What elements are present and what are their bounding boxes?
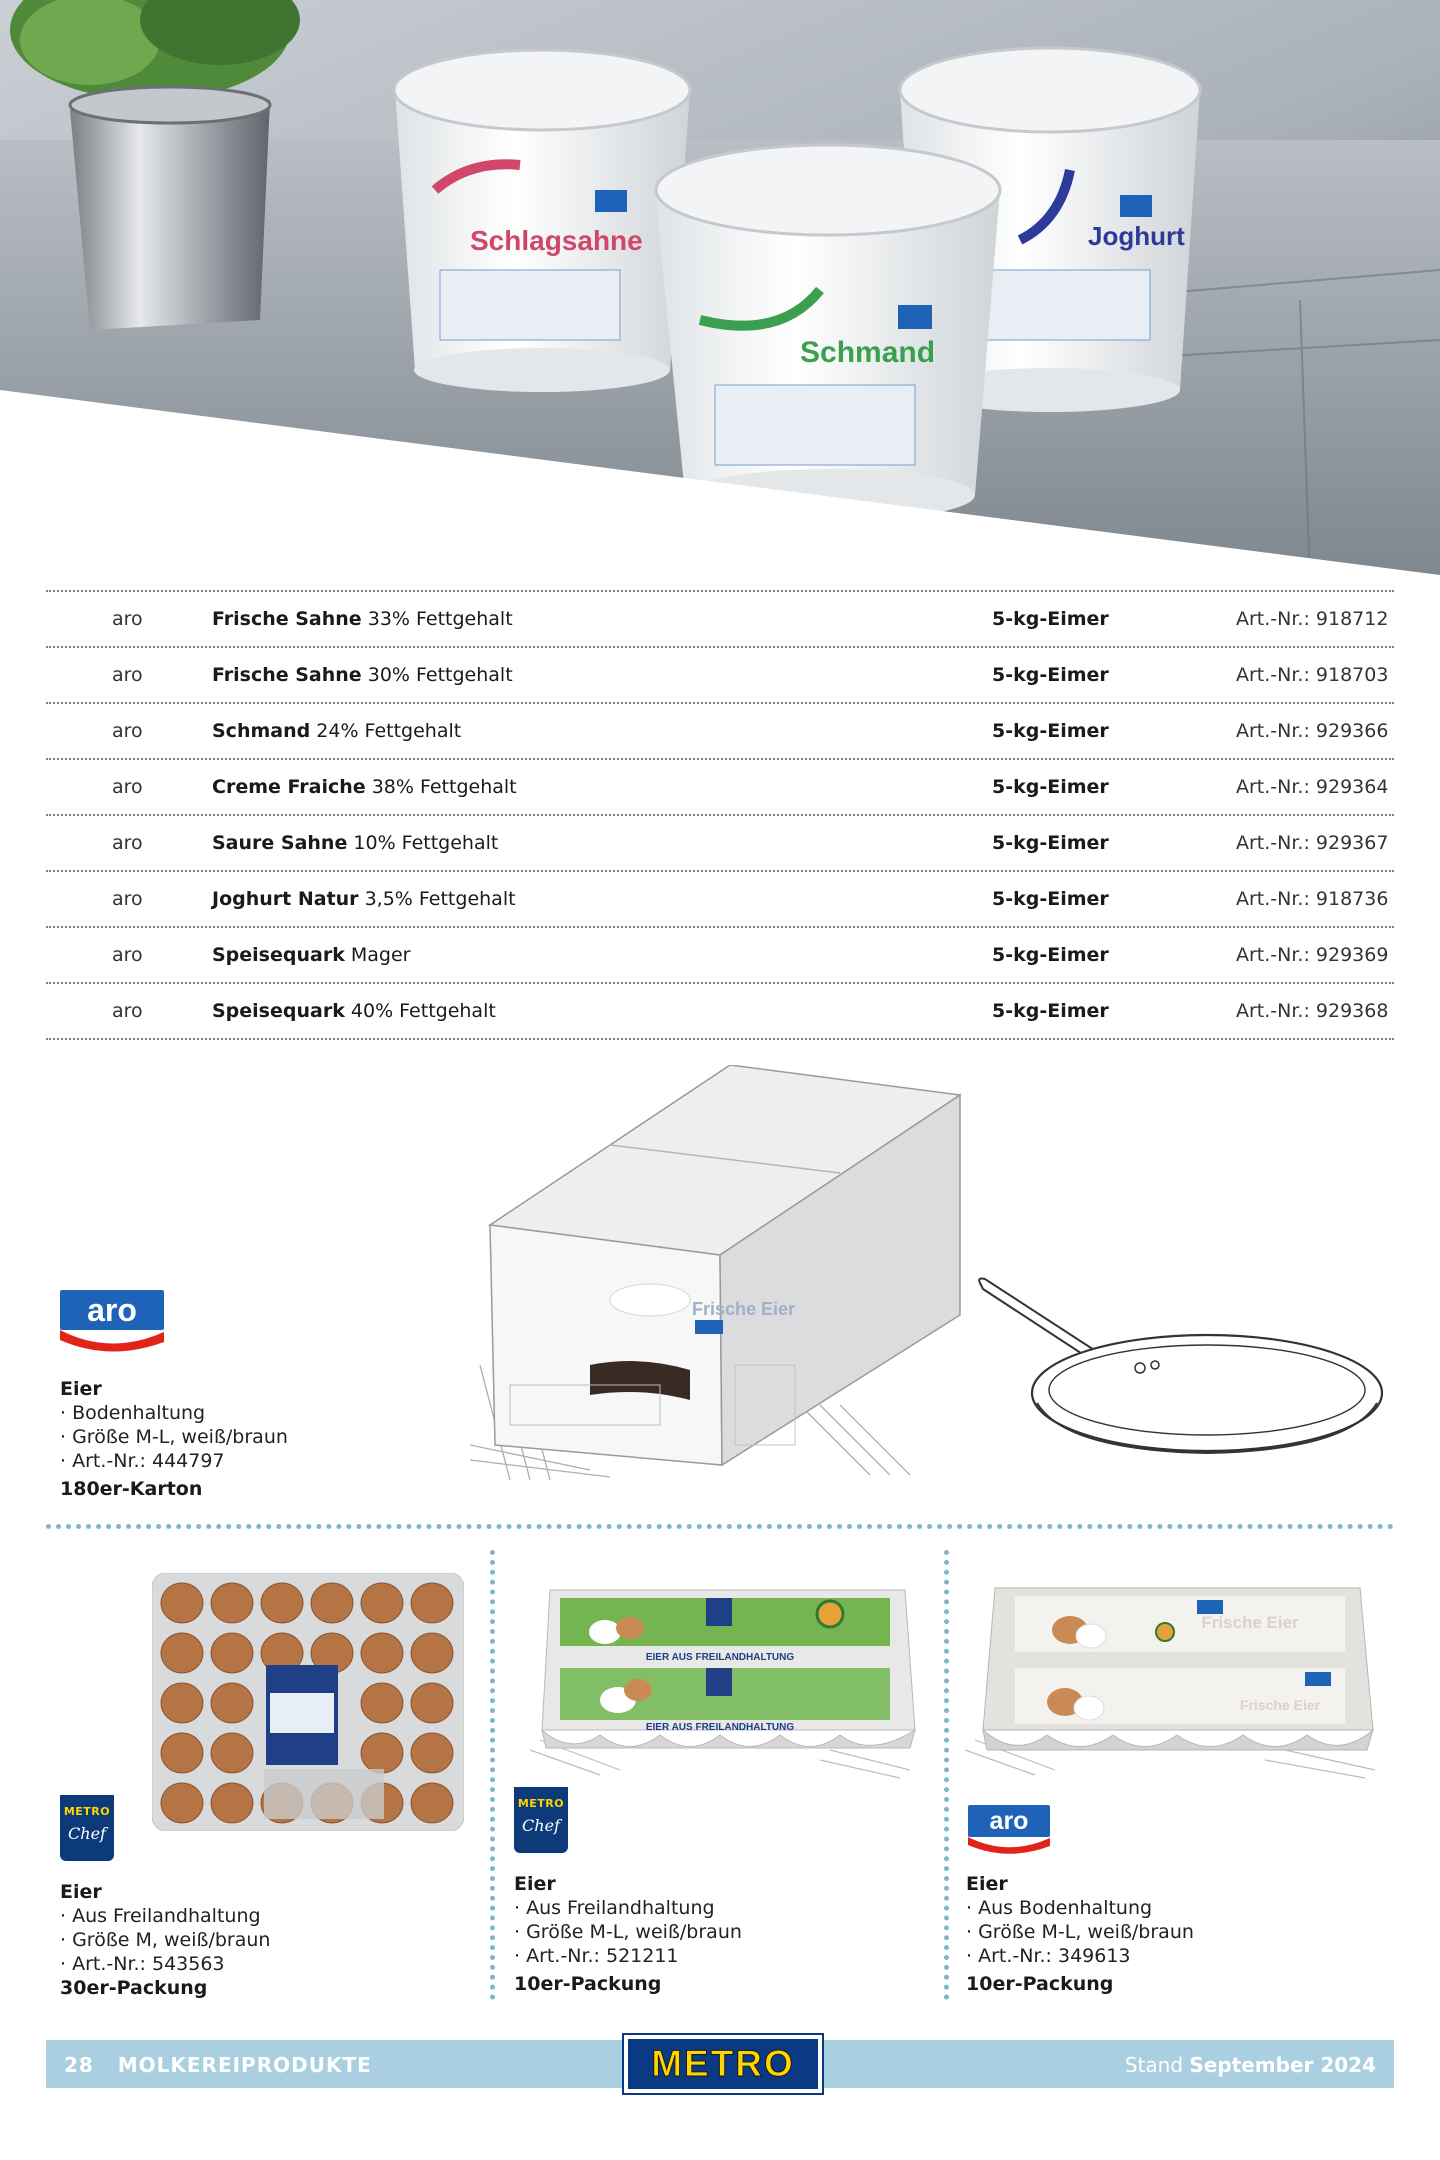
egg-icon [361,1683,403,1723]
metro-chef-logo [514,1787,568,1853]
frying-pan-icon [975,1275,1395,1460]
product-detail: 33% Fettgehalt [367,608,513,630]
product-detail: 24% Fettgehalt [316,720,462,742]
pack-size: 10er-Packung [514,1973,662,1995]
product-table [46,590,1394,1040]
article-number-cell: Art.-Nr.: 918712 [1236,608,1389,630]
feature-line: · Größe M-L, weiß/braun [60,1426,288,1448]
brand-cell: aro [112,888,143,910]
egg-icon [161,1733,203,1773]
pack-cell: 5-kg-Eimer [992,1000,1109,1022]
egg-icon [361,1633,403,1673]
product-name-cell [212,664,513,686]
pack-size: 180er-Karton [60,1478,203,1500]
schmand-bucket [655,145,1000,521]
egg-icon [411,1783,453,1823]
table-row [46,760,1394,814]
metro-logo [624,2035,822,2093]
article-number-cell: Art.-Nr.: 929366 [1236,720,1389,742]
pack-size: 30er-Packung [60,1977,208,1999]
pack-cell: 5-kg-Eimer [992,664,1109,686]
eggs-card-description [966,1872,1194,1996]
egg-icon [211,1783,253,1823]
article-number-cell: Art.-Nr.: 918736 [1236,888,1389,910]
table-row [46,984,1394,1038]
feature-line: · Art.-Nr.: 349613 [966,1945,1131,1967]
metro-chef-logo-top: METRO [63,1805,111,1818]
product-name-cell [212,888,516,910]
svg-text:Frische Eier: Frische Eier [1239,1697,1321,1713]
article-number-cell: Art.-Nr.: 929364 [1236,776,1389,798]
pack-cell: 5-kg-Eimer [992,776,1109,798]
egg-icon [161,1783,203,1823]
aro-logo-wordmark: aro [60,1290,164,1330]
pack-cell: 5-kg-Eimer [992,888,1109,910]
eggs-main-description [60,1377,288,1501]
pack-cell: 5-kg-Eimer [992,832,1109,854]
product-name: Speisequark [212,944,345,966]
product-name: Creme Fraiche [212,776,366,798]
hero-photo [0,0,1440,580]
product-detail: 40% Fettgehalt [350,1000,496,1022]
product-name: Saure Sahne [212,832,348,854]
table-row [46,592,1394,646]
egg-icon [361,1733,403,1773]
egg-icon [161,1583,203,1623]
article-number-cell: Art.-Nr.: 918703 [1236,664,1389,686]
eggs-card-description [514,1872,742,1996]
product-name-cell [212,608,513,630]
pack-size: 10er-Packung [966,1973,1114,1995]
feature-line: · Größe M-L, weiß/braun [966,1921,1194,1943]
svg-text:EIER AUS FREILANDHALTUNG: EIER AUS FREILANDHALTUNG [645,1652,795,1663]
egg-icon [211,1633,253,1673]
brand-cell: aro [112,832,143,854]
brand-cell: aro [112,776,143,798]
pack-cell: 5-kg-Eimer [992,720,1109,742]
product-title: Eier [514,1873,556,1895]
product-name: Schmand [212,720,311,742]
table-row [46,816,1394,870]
metro-chef-logo-bottom: Chef [522,1816,560,1835]
feature-line: · Größe M, weiß/braun [60,1929,271,1951]
row-divider [46,1038,1394,1040]
svg-text:Schlagsahne: Schlagsahne [470,225,643,256]
metro-chef-logo-top: METRO [517,1797,565,1810]
table-row [46,928,1394,982]
aro-swoosh-icon [60,1328,164,1358]
egg-icon [411,1633,453,1673]
article-number-cell: Art.-Nr.: 929367 [1236,832,1389,854]
egg-icon [311,1583,353,1623]
svg-text:Schmand: Schmand [800,336,936,369]
product-detail: 10% Fettgehalt [353,832,499,854]
product-title: Eier [60,1378,102,1400]
egg-icon [411,1583,453,1623]
product-name-cell [212,720,461,742]
column-divider [944,1550,949,2000]
egg-icon [161,1633,203,1673]
egg-carton-image [965,1580,1385,1780]
brand-cell: aro [112,720,143,742]
egg-icon [211,1583,253,1623]
product-detail: 30% Fettgehalt [367,664,513,686]
product-name: Frische Sahne [212,608,362,630]
page-number: 28 [64,2053,94,2077]
egg-icon [211,1733,253,1773]
svg-text:Frische Eier: Frische Eier [692,1299,796,1319]
section-title: MOLKEREIPRODUKTE [117,2053,372,2077]
article-number-cell: Art.-Nr.: 929369 [1236,944,1389,966]
feature-line: · Art.-Nr.: 521211 [514,1945,679,1967]
egg-icon [411,1733,453,1773]
column-divider [490,1550,495,2000]
section-divider [46,1524,1394,1529]
product-name-cell [212,776,517,798]
feature-line: · Aus Bodenhaltung [966,1897,1153,1919]
footer-stand-date [1125,2053,1376,2077]
egg-tray-image [152,1573,464,1831]
table-row [46,704,1394,758]
svg-text:EIER AUS FREILANDHALTUNG: EIER AUS FREILANDHALTUNG [645,1722,795,1733]
stand-label: Stand [1124,2053,1184,2077]
stand-date: September 2024 [1189,2053,1376,2077]
egg-box-image [470,1065,990,1485]
metro-chef-logo [60,1795,114,1861]
feature-line: · Art.-Nr.: 444797 [60,1450,225,1472]
egg-icon [261,1583,303,1623]
product-name: Joghurt Natur [212,888,359,910]
table-row [46,648,1394,702]
brand-cell: aro [112,1000,143,1022]
aro-logo [968,1805,1050,1861]
aro-logo [60,1290,164,1360]
egg-icon [161,1683,203,1723]
product-detail: 3,5% Fettgehalt [364,888,516,910]
feature-line: · Art.-Nr.: 543563 [60,1953,225,1975]
feature-line: · Größe M-L, weiß/braun [514,1921,742,1943]
aro-swoosh-icon [968,1835,1050,1859]
egg-icon [211,1683,253,1723]
feature-line: · Aus Freilandhaltung [514,1897,715,1919]
product-name-cell [212,1000,496,1022]
svg-text:Frische Eier: Frische Eier [1201,1613,1299,1632]
product-title: Eier [60,1881,102,1903]
feature-line: · Bodenhaltung [60,1402,206,1424]
pack-cell: 5-kg-Eimer [992,944,1109,966]
schlagsahne-bucket [394,50,690,392]
pack-cell: 5-kg-Eimer [992,608,1109,630]
footer-section-label [64,2053,372,2077]
egg-carton-image [530,1580,920,1780]
aro-logo-wordmark: aro [968,1805,1050,1837]
svg-text:Joghurt: Joghurt [1088,221,1185,251]
feature-line: · Aus Freilandhaltung [60,1905,261,1927]
product-name: Speisequark [212,1000,345,1022]
egg-icon [361,1583,403,1623]
article-number-cell: Art.-Nr.: 929368 [1236,1000,1389,1022]
brand-cell: aro [112,664,143,686]
metro-logo-wordmark: METRO [651,2043,795,2084]
egg-icon [411,1683,453,1723]
brand-cell: aro [112,944,143,966]
product-detail: 38% Fettgehalt [371,776,517,798]
product-name: Frische Sahne [212,664,362,686]
brand-cell: aro [112,608,143,630]
product-title: Eier [966,1873,1008,1895]
eggs-card-description [60,1880,270,2000]
table-row [46,872,1394,926]
page-footer [46,2040,1394,2088]
product-name-cell [212,832,498,854]
product-name-cell [212,944,411,966]
product-detail: Mager [350,944,411,966]
metro-chef-logo-bottom: Chef [68,1824,106,1843]
